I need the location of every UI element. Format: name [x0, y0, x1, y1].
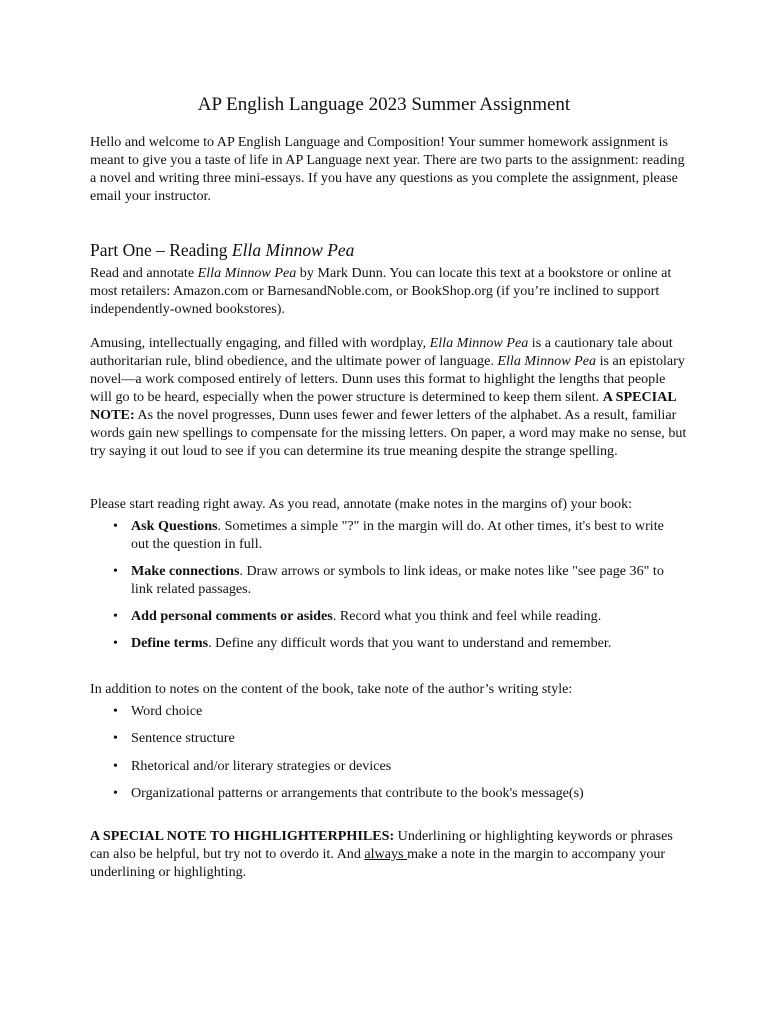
- bullet-icon: •: [113, 758, 118, 774]
- description-text-d: As the novel progresses, Dunn uses fewer and fewer letters of the alphabet. As a result, familiar words gain new spellings to compensate for the missing letters. On paper, a word may make no sense, but try saying it out loud to see if you can determine its true meaning despite the strange spelling.: [90, 407, 687, 459]
- description-text-c: is an epistolary novel—a work composed entirely of letters. Dunn uses this format to highlight the lengths that people will go to be heard, especially when the power structure is determined to keep them silent.: [90, 353, 685, 405]
- annotate-instructions-text: Please start reading right away. As you read, annotate (make notes in the margins of) your book:: [90, 496, 633, 512]
- highlighter-note: [90, 827, 690, 881]
- reading-text-a: Read and annotate: [90, 265, 198, 281]
- book-title: Ella Minnow Pea: [497, 353, 597, 369]
- description-text-a: Amusing, intellectually engaging, and filled with wordplay,: [90, 335, 430, 351]
- list-item: [90, 562, 680, 598]
- list-item-term: Add personal comments or asides: [131, 608, 333, 624]
- book-title: Ella Minnow Pea: [429, 335, 529, 351]
- list-item-term: Make connections: [131, 563, 240, 579]
- intro-text: Hello and welcome to AP English Language and Composition! Your summer homework assignment is meant to give you a taste of life in AP Language next year. There are two parts to the assignment: reading a novel and writing three mini-essays. If you have any questions as you complete the assignment, please email your instructor.: [90, 134, 685, 204]
- annotate-instructions: [90, 495, 690, 513]
- description-paragraph: [90, 334, 690, 460]
- bullet-icon: •: [113, 563, 118, 579]
- document-title: AP English Language 2023 Summer Assignment: [197, 94, 571, 115]
- list-item-text: Sentence structure: [131, 730, 235, 746]
- list-item: [90, 729, 680, 747]
- style-instructions: [90, 680, 690, 698]
- list-item-text: . Draw arrows or symbols to link ideas, or make notes like "see page 36" to link related passages.: [131, 563, 664, 597]
- part-one-heading: [90, 239, 354, 261]
- list-item-term: Define terms: [131, 635, 209, 651]
- reading-paragraph: [90, 264, 690, 318]
- list-item: [90, 634, 680, 652]
- style-instructions-text: In addition to notes on the content of the book, take note of the author’s writing style:: [90, 681, 573, 697]
- reading-text-b: by Mark Dunn. You can locate this text at a bookstore or online at most retailers: Amazon.com or BarnesandNoble.com, or BookShop.org (if you’re inclined to support independently-owned bookstores).: [90, 265, 672, 317]
- highlighter-note-underlined: always: [364, 846, 408, 862]
- description-text-b: is a cautionary tale about authoritarian rule, blind obedience, and the ultimate power of language.: [90, 335, 673, 369]
- bullet-icon: •: [113, 608, 118, 624]
- bullet-icon: •: [113, 730, 118, 746]
- highlighter-note-text-b: make a note in the margin to accompany your underlining or highlighting.: [90, 846, 666, 880]
- list-item-text: Word choice: [131, 703, 203, 719]
- list-item-text: . Record what you think and feel while reading.: [332, 608, 602, 624]
- bullet-icon: •: [113, 785, 118, 801]
- special-note-label: A SPECIAL NOTE:: [90, 389, 676, 423]
- list-item-text: . Sometimes a simple "?" in the margin will do. At other times, it's best to write out the question in full.: [131, 518, 664, 552]
- list-item-text: . Define any difficult words that you want to understand and remember.: [208, 635, 612, 651]
- list-item-text: Rhetorical and/or literary strategies or devices: [131, 758, 392, 774]
- list-item-term: Ask Questions: [131, 518, 218, 534]
- list-item: [90, 757, 680, 775]
- list-item: [90, 784, 680, 802]
- highlighter-note-label: A SPECIAL NOTE TO HIGHLIGHTERPHILES:: [90, 828, 395, 844]
- highlighter-note-text-a: Underlining or highlighting keywords or phrases can also be helpful, but try not to overdo it. And: [90, 828, 673, 862]
- list-item: [90, 607, 680, 625]
- part-one-heading-prefix: Part One – Reading: [90, 240, 232, 260]
- book-title: Ella Minnow Pea: [197, 265, 297, 281]
- bullet-icon: •: [113, 703, 118, 719]
- list-item: [90, 517, 680, 553]
- part-one-heading-book: Ella Minnow Pea: [231, 240, 355, 260]
- bullet-icon: •: [113, 635, 118, 651]
- intro-paragraph: [90, 133, 690, 205]
- list-item-text: Organizational patterns or arrangements that contribute to the book's message(s): [131, 785, 584, 801]
- bullet-icon: •: [113, 518, 118, 534]
- list-item: [90, 702, 680, 720]
